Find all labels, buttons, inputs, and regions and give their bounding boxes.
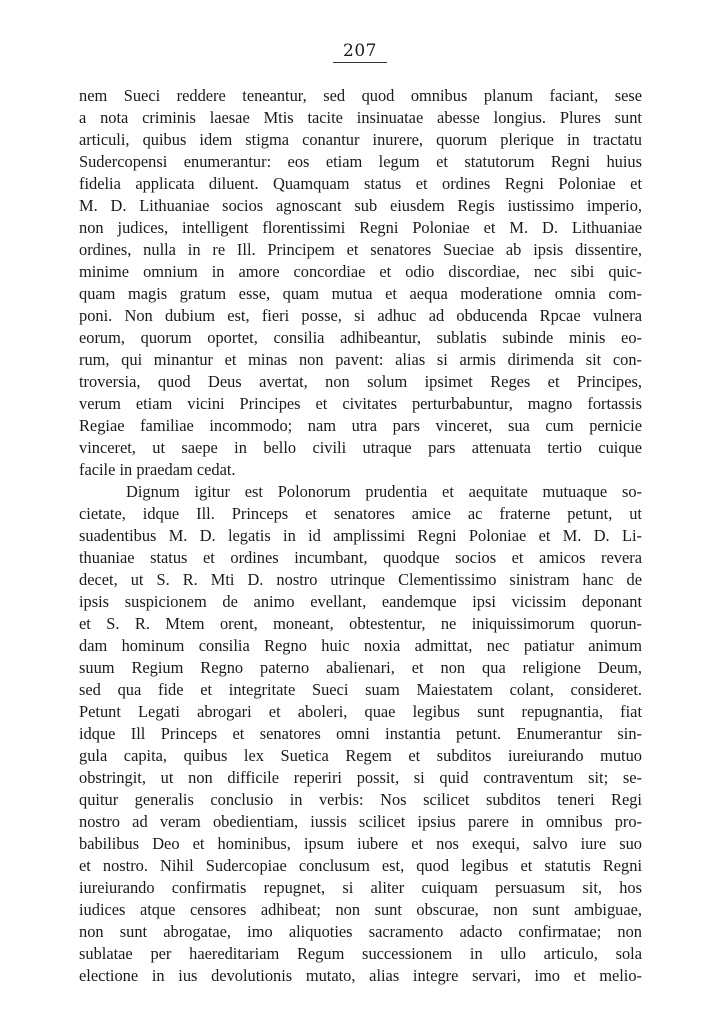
text-line: suum Regium Regno paterno abalienari, et non qua religione Deum, [79, 658, 642, 677]
text-line: electione in ius devolutionis mutato, alias integre servari, imo et melio- [79, 966, 642, 985]
text-line: Sudercopensi enumerantur: eos etiam legum et statutorum Regni huius [79, 152, 642, 171]
text-line: non judices, intelligent florentissimi Regni Poloniae et M. D. Lithuaniae [79, 218, 642, 237]
paragraph-1 [79, 85, 642, 481]
text-line: idque Ill Princeps et senatores omni instantia petunt. Enumerantur sin- [79, 724, 642, 743]
text-line: decet, ut S. R. Mti D. nostro utrinque Clementissimo sinistram hanc de [79, 570, 642, 589]
text-line: quam magis gratum esse, quam mutua et aequa moderatione omnia com- [79, 284, 642, 303]
text-line: et S. R. Mtem orent, moneant, obtestentur, ne iniquissimorum quorun- [79, 614, 642, 633]
text-line: fidelia applicata diluent. Quamquam status et ordines Regni Poloniae et [79, 174, 642, 193]
text-line: facile in praedam cedat. [79, 460, 236, 479]
text-line: thuaniae status et ordines incumbant, quodque socios et amicos revera [79, 548, 642, 567]
text-line: dam hominum consilia Regno huic noxia admittat, nec patiatur animum [79, 636, 642, 655]
text-line: eorum, quorum oportet, consilia adhibeantur, sublatis subinde minis eo- [79, 328, 642, 347]
text-line: nostro ad veram obedientiam, iussis scilicet ipsius parere in omnibus pro- [79, 812, 642, 831]
text-line: iudices atque censores adhibeat; non sunt obscurae, non sunt ambiguae, [79, 900, 642, 919]
page-number-underline [333, 62, 387, 63]
text-line: nem Sueci reddere teneantur, sed quod omnibus planum faciant, sese [79, 86, 642, 105]
text-line: cietate, idque Ill. Princeps et senatores amice ac fraterne petunt, ut [79, 504, 642, 523]
text-line: sed qua fide et integritate Sueci suam Maiestatem colant, consideret. [79, 680, 642, 699]
text-line: articuli, quibus idem stigma conantur inurere, quorum plerique in tractatu [79, 130, 642, 149]
text-line: rum, qui minantur et minas non pavent: alias si armis dirimenda sit con- [79, 350, 642, 369]
text-line: babilibus Deo et hominibus, ipsum iubere et nos exequi, salvo iure suo [79, 834, 642, 853]
text-line: vinceret, ut saepe in bello civili utraque pars attenuata tertio cuique [79, 438, 642, 457]
text-line: suadentibus M. D. legatis in id amplissimi Regni Poloniae et M. D. Li- [79, 526, 642, 545]
text-line: minime omnium in amore concordiae et odio discordiae, nec sibi quic- [79, 262, 642, 281]
text-line: troversia, quod Deus avertat, non solum ipsimet Reges et Principes, [79, 372, 642, 391]
text-line: Regiae familiae incommodo; nam utra pars vinceret, sua cum pernicie [79, 416, 642, 435]
text-line: a nota criminis laesae Mtis tacite insinuatae abesse longius. Plures sunt [79, 108, 642, 127]
text-line: ipsis suspicionem de animo evellant, eandemque ipsi vicissim deponant [79, 592, 642, 611]
text-line: poni. Non dubium est, fieri posse, si adhuc ad obducenda Rpcae vulnera [79, 306, 642, 325]
text-line: Dignum igitur est Polonorum prudentia et aequitate mutuaque so- [126, 482, 642, 501]
paragraph-2 [79, 481, 642, 987]
text-line: verum etiam vicini Principes et civitates perturbabuntur, magno fortassis [79, 394, 642, 413]
text-line: non sunt abrogatae, imo aliquoties sacramento adacto confirmatae; non [79, 922, 642, 941]
text-line: Petunt Legati abrogari et aboleri, quae legibus sunt repugnantia, fiat [79, 702, 642, 721]
text-line: iureiurando confirmatis repugnet, si aliter cuiquam persuasum sit, hos [79, 878, 642, 897]
text-line: sublatae per haereditariam Regum successionem in ullo articulo, sola [79, 944, 642, 963]
text-line: gula capita, quibus lex Suetica Regem et subditos iureiurando mutuo [79, 746, 642, 765]
text-line: quitur generalis conclusio in verbis: Nos scilicet subditos teneri Regi [79, 790, 642, 809]
text-line: et nostro. Nihil Sudercopiae conclusum est, quod legibus et statutis Regni [79, 856, 642, 875]
text-line: M. D. Lithuaniae socios agnoscant sub eiusdem Regis iustissimo imperio, [79, 196, 642, 215]
page-number: 207 [343, 41, 377, 61]
text-line: ordines, nulla in re Ill. Principem et senatores Sueciae ab ipsis dissentire, [79, 240, 642, 259]
text-line: obstringit, ut non difficile reperiri possit, si quid contraventum sit; se- [79, 768, 642, 787]
body-text [79, 85, 642, 987]
